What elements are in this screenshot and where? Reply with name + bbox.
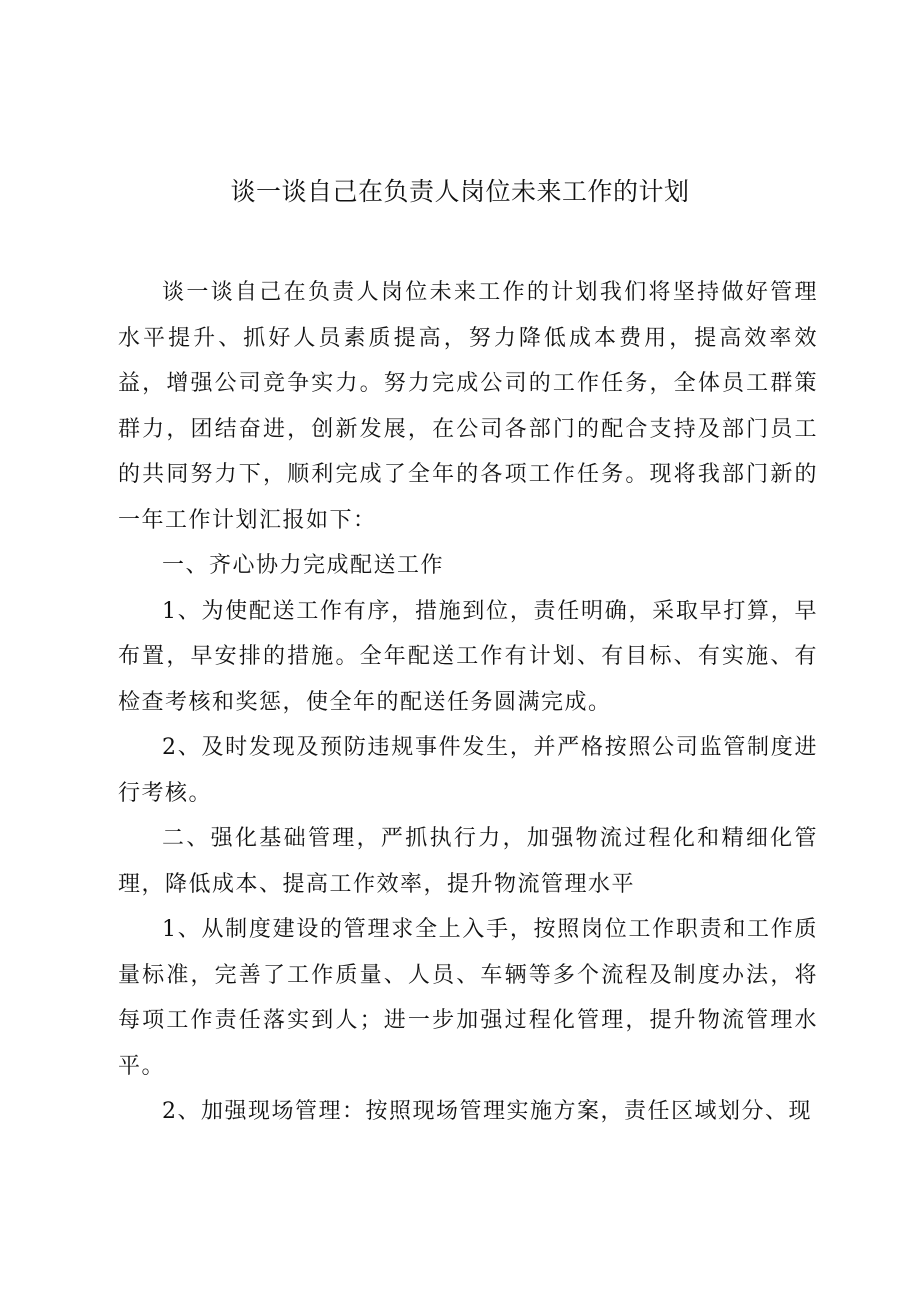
document-body [118, 270, 818, 1135]
paragraph-1-2: 2、及时发现及预防违规事件发生，并严格按照公司监管制度进行考核。 [118, 735, 818, 806]
paragraph-1-1: 1、为使配送工作有序，措施到位，责任明确，采取早打算，早布置，早安排的措施。全年配送工作有计划、有目标、有实施、有检查考核和奖惩，使全年的配送任务圆满完成。 [118, 598, 818, 715]
paragraph-intro: 谈一谈自己在负责人岗位未来工作的计划我们将坚持做好管理水平提升、抓好人员素质提高，努力降低成本费用，提高效率效益，增强公司竞争实力。努力完成公司的工作任务，全体员工群策群力，团结奋进，创新发展，在公司各部门的配合支持及部门员工的共同努力下，顺利完成了全年的各项工作任务。现将我部门新的一年工作计划汇报如下： [118, 280, 818, 533]
section-heading-2: 二、强化基础管理，严抓执行力，加强物流过程化和精细化管理，降低成本、提高工作效率，提升物流管理水平 [118, 826, 818, 897]
document-title: 谈一谈自己在负责人岗位未来工作的计划 [230, 177, 690, 206]
section-heading-1: 一、齐心协力完成配送工作 [162, 553, 445, 578]
paragraph-2-2: 2、加强现场管理：按照现场管理实施方案，责任区域划分、现 [162, 1099, 812, 1124]
paragraph-2-1: 1、从制度建设的管理求全上入手，按照岗位工作职责和工作质量标准，完善了工作质量、人员、车辆等多个流程及制度办法，将每项工作责任落实到人；进一步加强过程化管理，提升物流管理水平。 [118, 917, 818, 1079]
